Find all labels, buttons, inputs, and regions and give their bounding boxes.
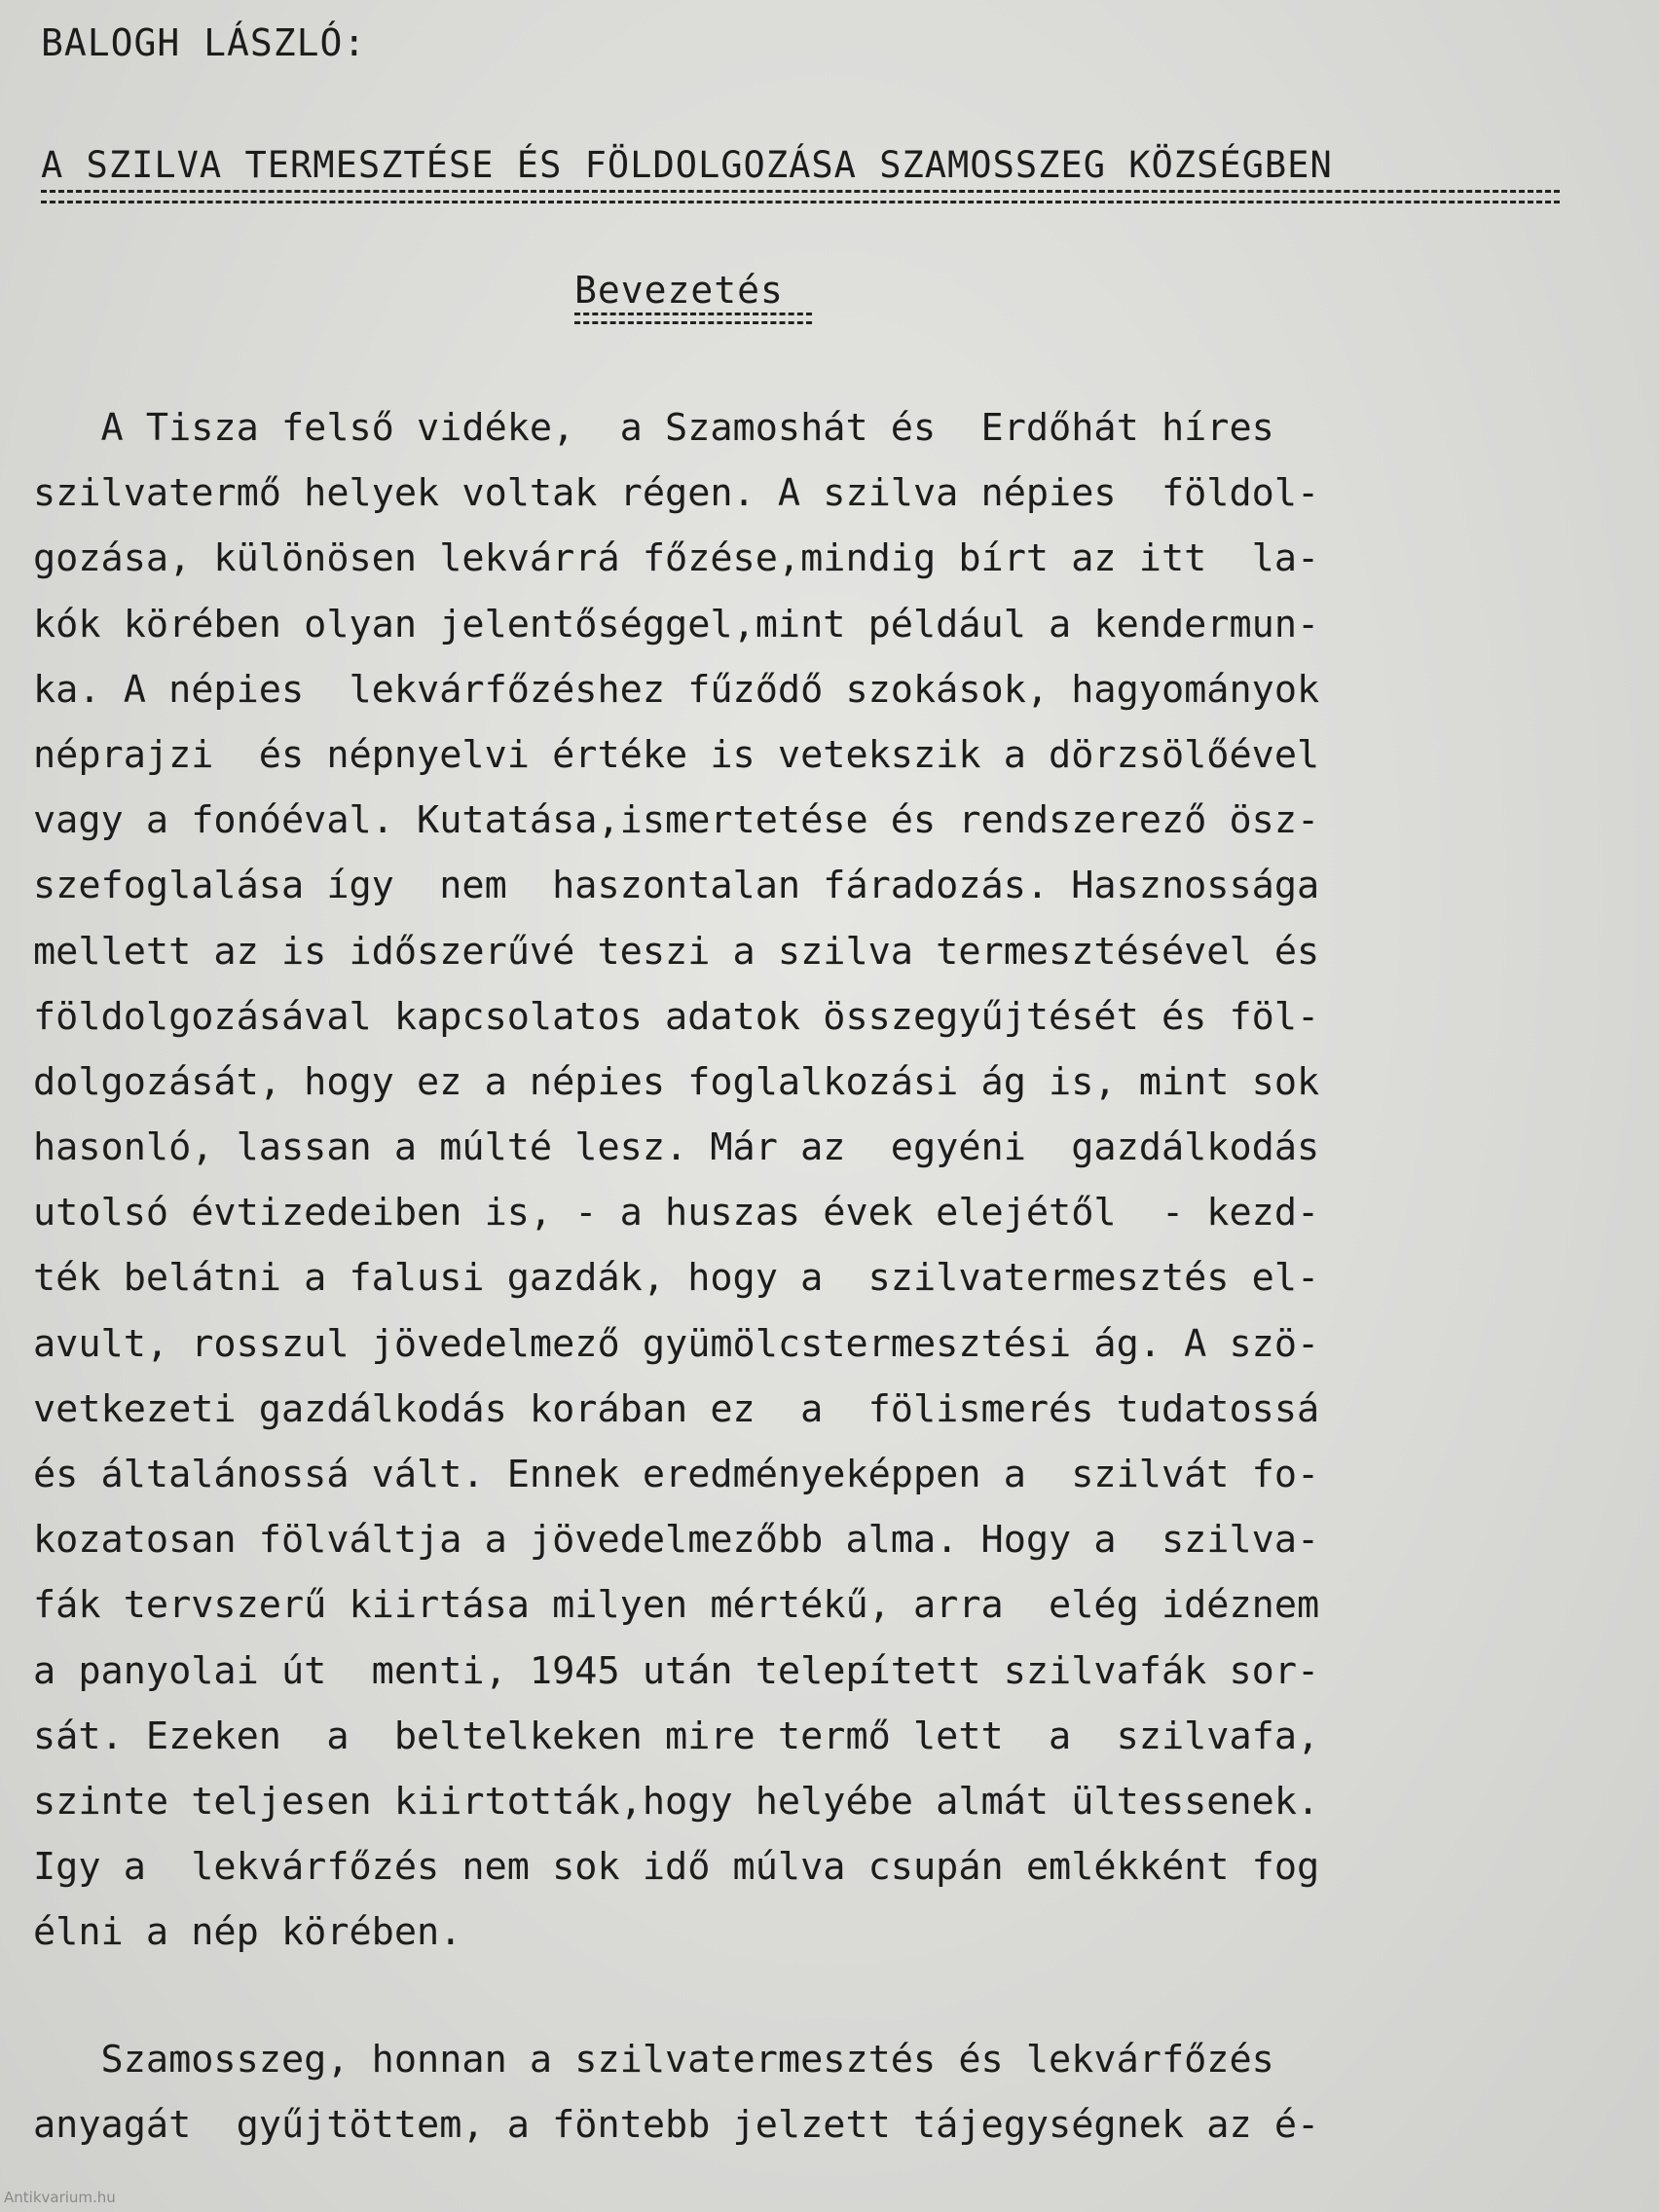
title-underline — [41, 190, 1560, 203]
text-line: utolsó évtizedeiben is, - a huszas évek elejétől - kezd- — [33, 1191, 1320, 1235]
author-name: BALOGH LÁSZLÓ: — [41, 21, 367, 64]
text-line: néprajzi és népnyelvi értéke is vetekszik a dörzsölőével — [33, 732, 1320, 777]
text-line: kók körében olyan jelentőséggel,mint például a kendermun- — [33, 602, 1320, 646]
text-line: szilvatermő helyek voltak régen. A szilva népies földol- — [33, 471, 1320, 516]
paragraph-szamosszeg — [33, 2027, 1610, 2157]
text-line: mellett az is időszerűvé teszi a szilva termesztésével és — [33, 929, 1320, 974]
text-line: és általánossá vált. Ennek eredményeképpen a szilvát fo- — [33, 1453, 1320, 1496]
text-line: ték belátni a falusi gazdák, hogy a szilvatermesztés el- — [33, 1256, 1320, 1301]
paragraph-introduction — [33, 395, 1610, 1966]
text-line: avult, rosszul jövedelmező gyümölcstermesztési ág. A szö- — [33, 1321, 1320, 1366]
text-line: földolgozásával kapcsolatos adatok összegyűjtését és föl- — [33, 994, 1320, 1039]
text-line: hasonló, lassan a múlté lesz. Már az egyéni gazdálkodás — [33, 1125, 1320, 1170]
text-line: ka. A népies lekvárfőzéshez fűződő szokások, hagyományok — [33, 667, 1320, 712]
document-title: A SZILVA TERMESZTÉSE ÉS FÖLDOLGOZÁSA SZAMOSSZEG KÖZSÉGBEN — [41, 144, 1333, 186]
text-line: fák tervszerű kiirtása milyen mértékű, arra elég idéznem — [33, 1583, 1320, 1628]
text-line: gozása, különösen lekvárrá főzése,mindig bírt az itt la- — [33, 536, 1320, 581]
text-line: vetkezeti gazdálkodás korában ez a fölismerés tudatossá — [33, 1386, 1320, 1431]
text-line: A Tisza felső vidéke, a Szamoshát és Erdőhát híres — [33, 406, 1274, 450]
text-line: sát. Ezeken a beltelkeken mire termő lett a szilvafa, — [33, 1714, 1320, 1758]
text-line: Szamosszeg, honnan a szilvatermesztés és lekvárfőzés — [33, 2038, 1274, 2082]
text-line: vagy a fonóéval. Kutatása,ismertetése és rendszerező ösz- — [33, 798, 1320, 843]
text-line: szefoglalása így nem haszontalan fáradozás. Hasznossága — [33, 864, 1320, 908]
watermark: Antikvarium.hu — [4, 2189, 116, 2206]
text-line: szinte teljesen kiirtották,hogy helyébe almát ültessenek. — [33, 1779, 1320, 1824]
text-line: kozatosan fölváltja a jövedelmezőbb alma. Hogy a szilva- — [33, 1518, 1320, 1563]
text-line: anyagát gyűjtöttem, a föntebb jelzett tájegységnek az é- — [33, 2103, 1320, 2148]
text-line: a panyolai út menti, 1945 után telepített szilvafák sor- — [33, 1648, 1320, 1693]
text-line: dolgozását, hogy ez a népies foglalkozási ág is, mint sok — [33, 1059, 1320, 1104]
section-heading: Bevezetés — [574, 269, 784, 312]
text-line: Igy a lekvárfőzés nem sok idő múlva csupán emlékként fog — [33, 1845, 1320, 1890]
heading-underline — [574, 313, 812, 324]
text-line: élni a nép körében. — [33, 1910, 462, 1955]
